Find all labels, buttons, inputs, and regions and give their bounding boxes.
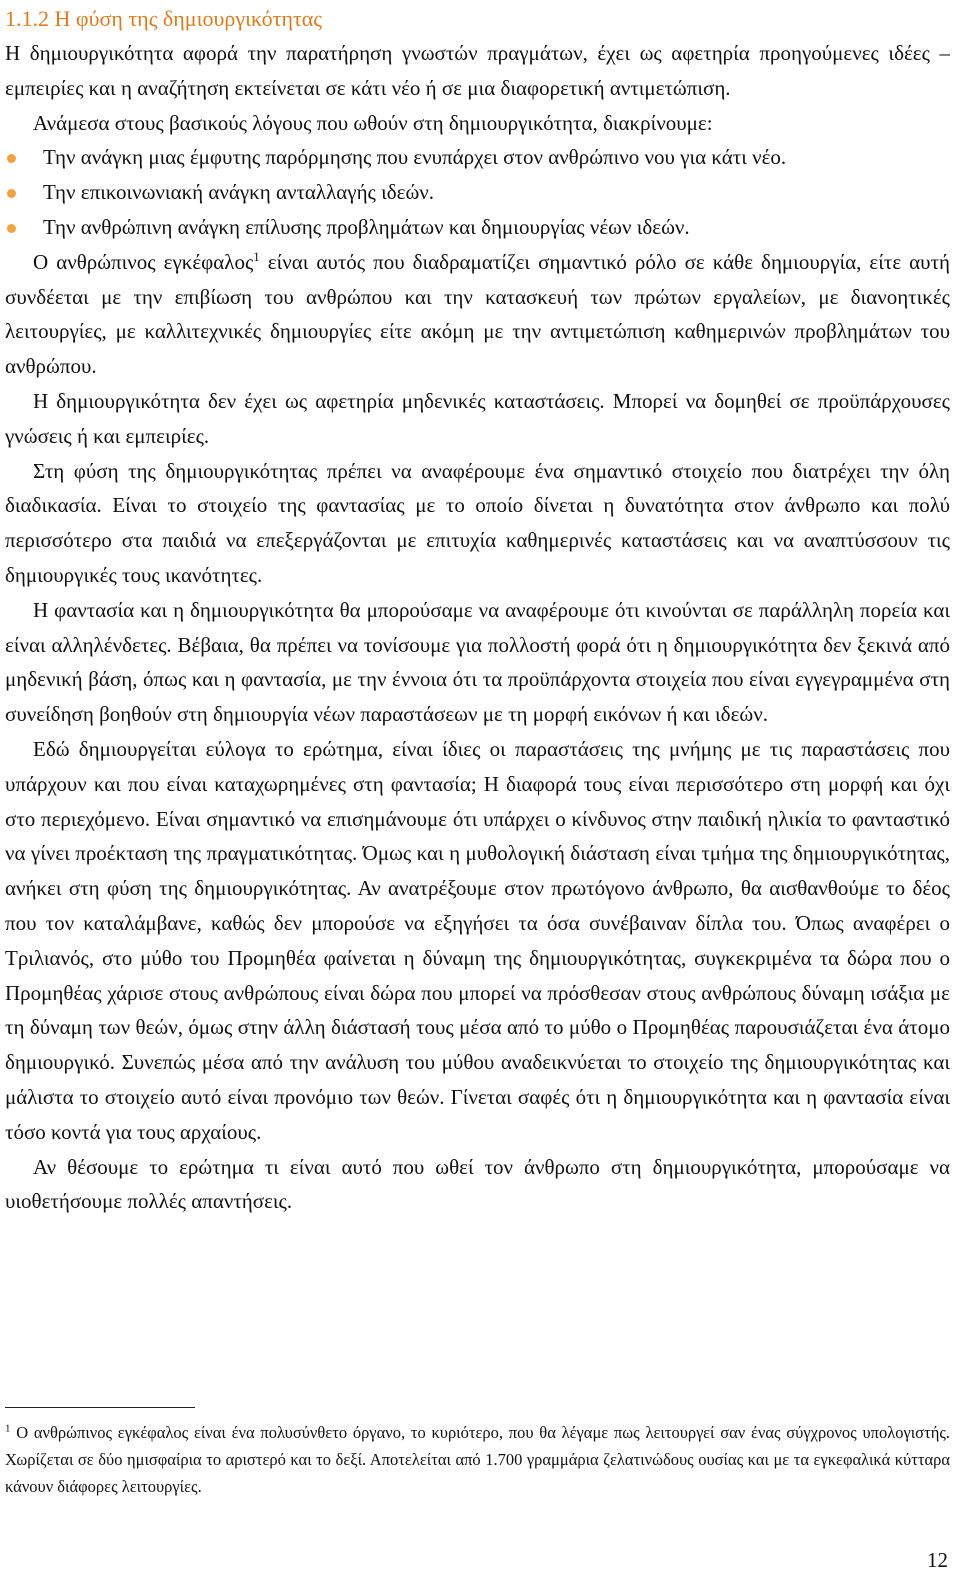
- paragraph: Εδώ δημιουργείται εύλογα το ερώτημα, είναι ίδιες οι παραστάσεις της μνήμης με τις παραστάσεις που υπάρχουν και που είναι καταχωρημένες στη φαντασία; Η διαφορά τους είναι περισσότερο στη μορφή και όχι στο περιεχόμενο. Είναι σημαντικό να επισημάνουμε ότι υπάρχει ο κίνδυνος στην παιδική ηλικία το φανταστικό να γίνει προέκταση της πραγματικότητας. Όμως και η μυθολογική διάσταση είναι τμήμα της δημιουργικότητας, ανήκει στη φύση της δημιουργικότητας. Αν ανατρέξουμε στον πρωτόγονο άνθρωπο, θα αισθανθούμε το δέος που τον καταλάμβανε, καθώς δεν μπορούσε να εξηγήσει τα όσα συνέβαιναν δίπλα του. Όπως αναφέρει ο Τριλιανός, στο μύθο του Προμηθέα φαίνεται η δύναμη της δημιουργικότητας, συγκεκριμένα τα δώρα που ο Προμηθέας χάρισε στους ανθρώπους είναι δώρα που μπορεί να πρόσθεσαν στους ανθρώπους δύναμη ισάξια με τη δύναμη των θεών, όμως στην άλλη διάστασή τους μέσα από το μύθο ο Προμηθέας παρουσιάζεται ένα άτομο δημιουργικό. Συνεπώς μέσα από την ανάλυση του μύθου αναδεικνύεται το στοιχείο της δημιουργικότητας και μάλιστα το στοιχείο αυτό είναι προνόμιο των θεών. Γίνεται σαφές ότι η δημιουργικότητα και η φαντασία είναι τόσο κοντά για τους αρχαίους.: [5, 736, 950, 1144]
- paragraph-text: είναι αυτός που διαδραματίζει σημαντικό ρόλο σε κάθε δημιουργία, είτε αυτή συνδέεται με την επιβίωση του ανθρώπου και την κατασκευή των πρώτων εργαλείων, με διανοητικές λειτουργίες, με καλλιτεχνικές δημιουργίες είτε ακόμη με την αντιμετώπιση καθημερινών προβλημάτων του ανθρώπου.: [5, 249, 950, 379]
- reasons-list: [5, 140, 950, 244]
- bullet-icon: [7, 189, 16, 198]
- list-item: [5, 140, 950, 175]
- footnotes-area: [5, 1407, 950, 1500]
- bullet-icon: [7, 154, 16, 163]
- paragraph: Ανάμεσα στους βασικούς λόγους που ωθούν στη δημιουργικότητα, διακρίνουμε:: [33, 110, 713, 135]
- paragraph-text: Ο ανθρώπινος εγκέφαλος: [33, 249, 254, 274]
- page-number: 12: [927, 1548, 948, 1572]
- footnote: [5, 1419, 950, 1500]
- list-item-text: Την επικοινωνιακή ανάγκη ανταλλαγής ιδεών.: [43, 180, 435, 205]
- section-heading: 1.1.2 Η φύση της δημιουργικότητας: [5, 6, 323, 31]
- footnote-separator: [5, 1407, 195, 1408]
- list-item-text: Την ανθρώπινη ανάγκη επίλυσης προβλημάτων και δημιουργίας νέων ιδεών.: [43, 214, 690, 239]
- list-item: [5, 210, 950, 245]
- document-page: [5, 0, 950, 1219]
- paragraph: [5, 245, 950, 384]
- paragraph: Στη φύση της δημιουργικότητας πρέπει να αναφέρουμε ένα σημαντικό στοιχείο που διατρέχει την όλη διαδικασία. Είναι το στοιχείο της φαντασίας με το οποίο δίνεται η δυνατότητα στον άνθρωπο και πολύ περισσότερο στα παιδιά να επεξεργάζονται με επιτυχία καθημερινές καταστάσεις και να αναπτύσσουν τις δημιουργικές τους ικανότητες.: [5, 458, 950, 587]
- list-item-text: Την ανάγκη μιας έμφυτης παρόρμησης που ενυπάρχει στον ανθρώπινο νου για κάτι νέο.: [43, 145, 787, 170]
- footnote-text: Ο ανθρώπινος εγκέφαλος είναι ένα πολυσύνθετο όργανο, το κυριότερο, που θα λέγαμε πως λειτουργεί σαν ένας σύγχρονος υπολογιστής. Χωρίζεται σε δύο ημισφαίρια το αριστερό και το δεξί. Αποτελείται από 1.700 γραμμάρια ζελατινώδους ουσίας και με τα εγκεφαλικά κύτταρα κάνουν διάφορες λειτουργίες.: [5, 1423, 950, 1496]
- footnote-marker: 1: [5, 1422, 11, 1435]
- paragraph: Αν θέσουμε το ερώτημα τι είναι αυτό που ωθεί τον άνθρωπο στη δημιουργικότητα, μπορούσαμε να υιοθετήσουμε πολλές απαντήσεις.: [5, 1154, 950, 1214]
- body-text: [5, 36, 950, 1219]
- list-item: [5, 175, 950, 210]
- paragraph: Η δημιουργικότητα αφορά την παρατήρηση γνωστών πραγμάτων, έχει ως αφετηρία προηγούμενες ιδέες – εμπειρίες και η αναζήτηση εκτείνεται σε κάτι νέο ή σε μια διαφορετική αντιμετώπιση.: [5, 41, 950, 100]
- paragraph: Η φαντασία και η δημιουργικότητα θα μπορούσαμε να αναφέρουμε ότι κινούνται σε παράλληλη πορεία και είναι αλληλένδετες. Βέβαια, θα πρέπει να τονίσουμε για πολλοστή φορά ότι η δημιουργικότητα δεν ξεκινά από μηδενική βάση, όπως και η φαντασία, με την έννοια ότι τα προϋπάρχοντα στοιχεία που είναι εγγεγραμμένα στη συνείδηση βοηθούν στη δημιουργία νέων παραστάσεων με τη μορφή εικόνων ή και ιδεών.: [5, 597, 950, 727]
- footnote-reference[interactable]: 1: [253, 248, 260, 264]
- paragraph: Η δημιουργικότητα δεν έχει ως αφετηρία μηδενικές καταστάσεις. Μπορεί να δομηθεί σε προϋπάρχουσες γνώσεις ή και εμπειρίες.: [5, 388, 950, 448]
- bullet-icon: [7, 224, 16, 233]
